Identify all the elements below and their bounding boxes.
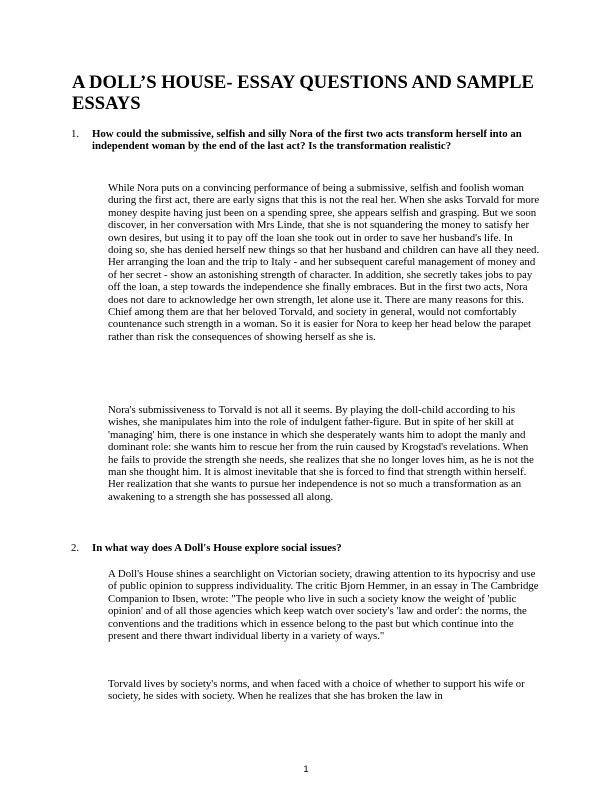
question-text: In what way does A Doll's House explore social issues?	[92, 542, 342, 554]
answer-paragraph: A Doll's House shines a searchlight on Victorian society, drawing attention to its hypocrisy and use of public opinion to suppress individuality. The critic Bjorn Hemmer, in an essay in The Cambridge Companion to Ibsen, wrote: "The people who live in such a society know the weight of 'public opinion' and of all those agencies which keep watch over society's 'law and order': the norms, the conventions and the traditions which in essence belong to the past but which continue into the present and there thwart individual liberty in a variety of ways."	[108, 568, 539, 643]
answer-paragraph: Torvald lives by society's norms, and when faced with a choice of whether to support his wife or society, he sides with society. When he realizes that she has broken the law in	[108, 678, 525, 703]
answer-paragraph: While Nora puts on a convincing performance of being a submissive, selfish and foolish woman during the first act, there are early signs that this is not the real her. When she asks Torvald for more money despite having just been on a spending spree, she appears selfish and grasping. But we soon discover, in her conversation with Mrs Linde, that she is not squandering the money to satisfy her own desires, but using it to pay off the loan she took out in order to save her husband's life. In doing so, she has denied herself new things so that her husband and children can have all they need. Her arranging the loan and the trip to Italy - and her subsequent careful management of money and of her secret - show an astonishing strength of character. In addition, she secretly takes jobs to pay off the loan, a step towards the independence she finally embraces. But in the first two acts, Nora does not dare to acknowledge her own strength, let alone use it. There are many reasons for this. Chief among them are that her beloved Torvald, and society in general, would not comfortably countenance such strength in a woman. So it is easier for Nora to keep her head below the parapet rather than risk the consequences of showing herself as she is.	[108, 182, 540, 343]
question-number: 2.	[71, 542, 80, 554]
document-title: A DOLL’S HOUSE- ESSAY QUESTIONS AND SAMPLE ESSAYS	[72, 72, 534, 114]
question-number: 1.	[71, 128, 80, 140]
question-text: How could the submissive, selfish and silly Nora of the first two acts transform herself into an independent woman by the end of the last act? Is the transformation realistic?	[92, 128, 522, 153]
answer-paragraph: Nora's submissiveness to Torvald is not all it seems. By playing the doll-child according to his wishes, she manipulates him into the role of indulgent father-figure. But in spite of her skill at 'managing' him, there is one instance in which she desperately wants him to adopt the manly and dominant role: she wants him to rescue her from the ruin caused by Krogstad's revelations. When he fails to provide the strength she needs, she realizes that she no longer loves him, as he is not the man she thought him. It is almost inevitable that she is forced to find that strength within herself. Her realization that she wants to pursue her independence is not so much a transformation as an awakening to a strength she has possessed all along.	[108, 404, 534, 503]
question-2	[71, 542, 540, 554]
question-1	[71, 128, 540, 153]
page-number: 1	[303, 764, 309, 775]
